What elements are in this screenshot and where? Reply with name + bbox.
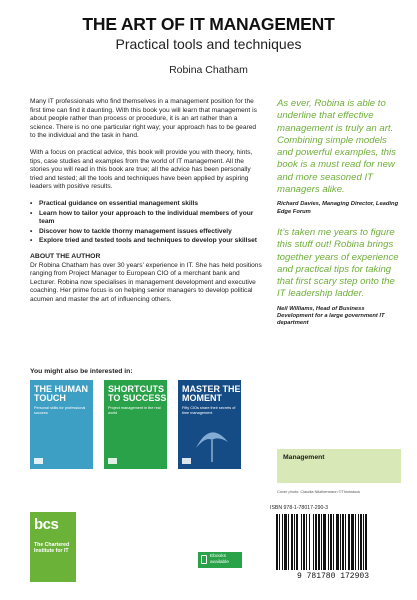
endorsements-column [277,98,401,339]
bcs-logo [30,512,76,582]
feature-list [30,200,262,246]
about-author-heading: ABOUT THE AUTHOR [30,252,101,260]
category-box [277,449,401,483]
feature-item: • Learn how to tailor your approach to the individual members of your team [30,210,262,227]
feature-item: • Practical guidance on essential management skills [30,200,262,209]
related-book-title: THE HUMAN TOUCH [34,384,88,403]
related-book-human-touch [30,380,93,469]
blurb-paragraph-2: With a focus on practical advice, this book will provide you with theory, hints, tips, case studies and examples from the world of IT management. All the stories you will read in this book are true; all the advice has been personally tried and tested; all the tools and techniques have been applied by aspiring leaders with positive results. [30,148,253,191]
related-book-shortcuts [104,380,167,469]
related-book-title: MASTER THE MOMENT [182,384,241,403]
blurb-paragraph-1: Many IT professionals who find themselves in a management position for the first time can find it daunting. With this book you will learn that management is about people rather than process or procedure, it is an art rather than a science. There is no one particular right way; your approach has to be geared to the individual and the task in hand. [30,98,257,140]
ebooks-label: Ebooks available [210,554,229,565]
endorsement-quote: It’s taken me years to figure this stuff out! Robina brings together years of experience and practical tips for taking that first scary step onto the IT leadership ladder. [277,226,399,300]
related-book-master-moment [178,380,241,469]
about-author-text: Dr Robina Chatham has over 30 years’ experience in IT. She has held positions ranging from Project Manager to European CIO of a merchant bank and Lecturer. Robina now specialises in management development and executive coaching. Her prime focus is on helping senior managers to develop political acumen and master the art of influencing others. [30,261,262,303]
feature-item: • Discover how to tackle thorny management issues effectively [30,228,262,237]
category-label: Management [283,454,325,461]
endorsement-attribution: Richard Davies, Managing Director, Leading Edge Forum [277,201,399,215]
bcs-mini-logo [182,458,191,464]
related-book-subtitle: Project management in the real world [108,406,161,415]
ebook-icon [201,555,207,564]
feature-item: • Explore tried and tested tools and techniques to develop your skillset [30,237,262,246]
book-title: THE ART OF IT MANAGEMENT [82,14,335,34]
related-book-subtitle: Personal skills for professional success [34,406,86,415]
bcs-mini-logo [34,458,43,464]
book-subtitle: Practical tools and techniques [115,36,302,52]
endorsement-attribution: Neil Williams, Head of Business Development for a large government IT department [277,305,385,327]
related-books-heading: You might also be interested in: [30,368,133,375]
bcs-logo-word: bcs [34,516,59,533]
umbrella-icon [178,380,241,469]
bcs-mini-logo [108,458,117,464]
ebooks-badge [198,552,242,568]
photo-credit: Cover photo: Claudia Nitzlbermann ©Thinkstock [277,489,361,494]
endorsement-quote: As ever, Robina is able to underline that effective management is truly an art. Combining simple models and powerful examples, this book is a must read for new and more seasoned IT managers alike. [277,98,396,196]
isbn: ISBN 978-1-78017-290-3 [270,505,328,511]
book-author: Robina Chatham [169,64,248,76]
bcs-logo-text: The Chartered Institute for IT [34,542,70,554]
related-book-subtitle: Fifty CIOs share their secrets of time management [182,406,236,415]
barcode-digits: 9 781780 172903 [272,572,394,581]
barcode [270,514,396,582]
related-book-title: SHORTCUTS TO SUCCESS [108,384,167,403]
blurb-column [30,98,262,312]
